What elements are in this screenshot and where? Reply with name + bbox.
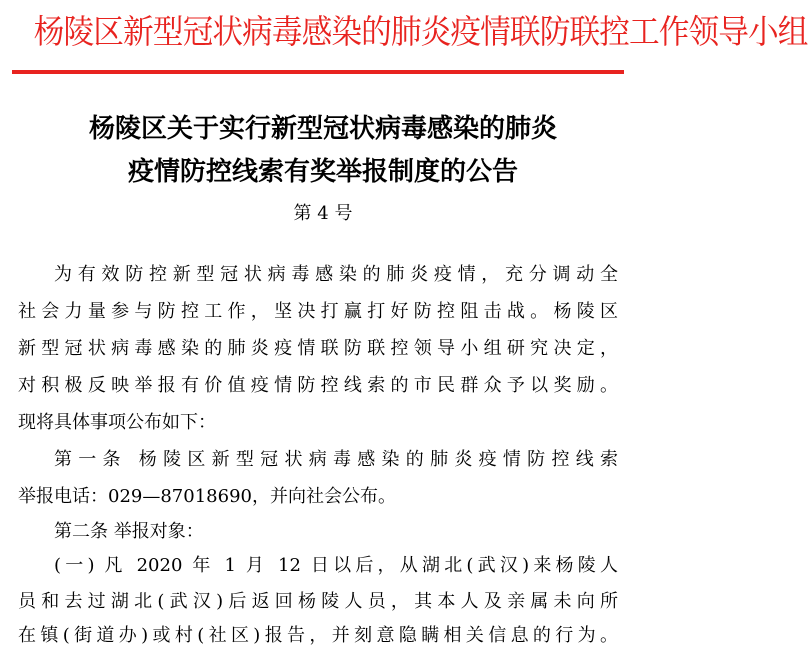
article-2-heading: 第二条 举报对象： [54, 521, 204, 542]
letterhead-divider [12, 70, 624, 74]
body-line: 对积极反映举报有价值疫情防控线索的市民群众予以奖励。 [18, 375, 618, 396]
announcement-title-line-2: 疫情防控线索有奖举报制度的公告 [127, 157, 518, 187]
org-letterhead-title: 杨陵区新型冠状病毒感染的肺炎疫情联防联控工作领导小组 [33, 12, 808, 51]
body-line: 新型冠状病毒感染的肺炎疫情联防联控领导小组研究决定， [18, 338, 618, 359]
body-line: 为有效防控新型冠状病毒感染的肺炎疫情，充分调动全 [54, 264, 618, 285]
article-1-phone-line: 举报电话：029—87018690，并向社会公布。 [18, 486, 396, 507]
article-2-item-line: 在镇(街道办)或村(社区)报告，并刻意隐瞒相关信息的行为。 [18, 625, 618, 646]
document-number: 第 4 号 [293, 203, 353, 224]
article-2-item-line: 员和去过湖北(武汉)后返回杨陵人员，其本人及亲属未向所 [18, 591, 618, 612]
article-2-item-line: (一) 凡 2020 年 1 月 12 日以后，从湖北(武汉)来杨陵人 [54, 555, 618, 576]
announcement-title-line-1: 杨陵区关于实行新型冠状病毒感染的肺炎 [88, 114, 557, 144]
body-line: 社会力量参与防控工作，坚决打赢打好防控阻击战。杨陵区 [18, 301, 618, 322]
article-1-line: 第一条 杨陵区新型冠状病毒感染的肺炎疫情防控线索 [54, 449, 618, 470]
body-line: 现将具体事项公布如下： [18, 412, 216, 433]
